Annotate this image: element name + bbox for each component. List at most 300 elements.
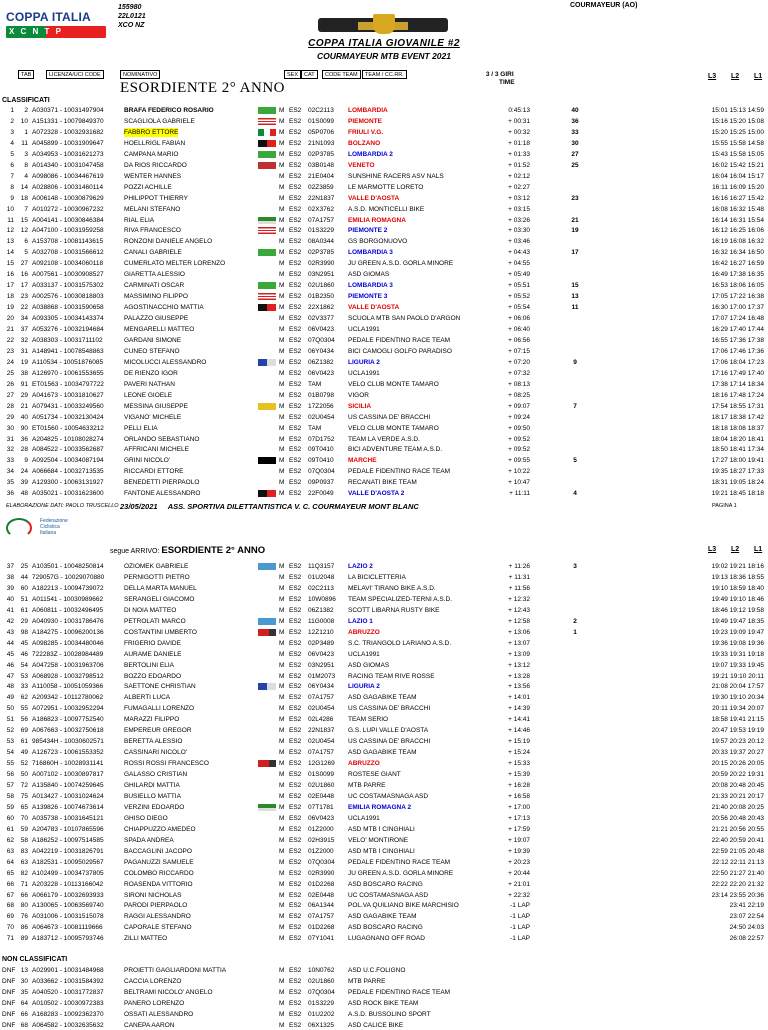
rider-name: COSTANTINI UMBERTO: [124, 628, 197, 636]
rider-name: AGOSTINACCHIO MATTIA: [124, 304, 204, 312]
rider-name: COLOMBO RICCARDO: [124, 869, 194, 877]
category: ES2: [289, 825, 302, 833]
rank: 3: [10, 128, 14, 136]
team-name: BICI CAMOGLI GOLFO PARADISO: [348, 347, 452, 355]
lap-times: 16:53 18:06 16:05: [711, 282, 764, 290]
table-row: [0, 445, 768, 454]
lap-times: 20:56 20:48 20:43: [711, 814, 764, 822]
region-flag-icon: [258, 359, 276, 366]
bib-number: 13: [20, 967, 28, 974]
table-row: [0, 402, 768, 411]
col-header-team: TEAM / CC.RR.: [362, 70, 407, 79]
bib-number: 61: [20, 606, 28, 614]
license-code: A064673 - 10081119666: [32, 924, 103, 932]
sex: M: [279, 172, 285, 180]
rider-name: PROIETTI GAGLIARDONI MATTIA: [124, 967, 227, 974]
sex: M: [279, 391, 285, 399]
rank: 31: [6, 435, 14, 443]
team-code: 12Z1210: [308, 628, 334, 636]
team-code: 10N0762: [308, 967, 335, 974]
rider-name: CANEPA AARON: [124, 1021, 175, 1029]
lap-times: 16:12 16:25 16:06: [711, 227, 764, 235]
table-row: [0, 248, 768, 257]
bib-number: 59: [20, 825, 28, 833]
region-flag-icon: [258, 118, 276, 125]
table-row: [0, 628, 768, 637]
rider-name: SIRONI NICHOLAS: [124, 891, 182, 899]
license-code: A040520 - 10031772837: [32, 988, 104, 996]
license-code: A011541 - 10030989662: [32, 595, 104, 603]
rider-name: CANALI GABRIELE: [124, 249, 182, 257]
lap-times: 22:50 21:27 21:40: [711, 869, 764, 877]
table-row: [0, 988, 768, 997]
finish-time: + 15:24: [508, 749, 530, 757]
bib-number: 65: [20, 803, 28, 811]
points: 13: [571, 293, 579, 301]
finish-time: + 15:39: [508, 771, 530, 779]
team-name: LAZIO 1: [348, 617, 373, 625]
bib-number: 36: [20, 435, 28, 443]
sex: M: [279, 326, 285, 333]
finish-time: + 08:25: [508, 391, 530, 399]
sex: M: [279, 216, 285, 224]
sex: M: [279, 336, 285, 344]
rank: 15: [6, 260, 14, 268]
finish-time: -1 LAP: [510, 913, 530, 921]
bib-number: 1: [24, 128, 28, 136]
bib-number: 10: [20, 117, 28, 125]
team-name: A.S.D. MONTICELLI BIKE: [348, 205, 425, 213]
table-row: [0, 858, 768, 867]
license-code: A072951 - 10032952294: [32, 705, 104, 713]
sex: M: [279, 628, 285, 636]
category: ES2: [289, 227, 302, 235]
lap-times: 18:50 18:41 17:34: [711, 446, 764, 454]
category: ES2: [289, 326, 302, 333]
sex: M: [279, 771, 285, 779]
rank: 16: [6, 271, 14, 279]
table-row: [0, 847, 768, 856]
finish-time: + 17:59: [508, 825, 530, 833]
lap-times: 18:46 19:12 19:58: [711, 606, 764, 614]
bib-number: 98: [20, 628, 28, 636]
team-code: 02R3990: [308, 869, 335, 877]
team-code: 11Q3157: [308, 563, 335, 570]
finish-time: + 11:31: [508, 573, 530, 581]
sex: M: [279, 563, 285, 570]
rider-name: GARDANI SIMONE: [124, 336, 182, 344]
points: 1: [573, 628, 577, 636]
lap-times: 19:36 19:08 19:36: [711, 639, 764, 647]
rider-name: MARAZZI FILIPPO: [124, 716, 180, 724]
license-code: A184275 - 10096200136: [32, 628, 104, 636]
team-code: 11G0008: [308, 617, 335, 625]
category: ES2: [289, 260, 302, 268]
sex: M: [279, 858, 285, 866]
lap-times: 26:08 22:57: [729, 935, 764, 943]
category: ES2: [289, 814, 302, 822]
points: 9: [573, 358, 577, 366]
category: ES2: [289, 650, 302, 658]
sex: M: [279, 639, 285, 647]
license-code: A028806 - 10031460114: [32, 183, 104, 191]
category: ES2: [289, 595, 302, 603]
sex: M: [279, 293, 285, 301]
logo-title: COPPA ITALIA: [6, 10, 91, 24]
rider-name: CUNEO STEFANO: [124, 347, 180, 355]
license-code: A035021 - 10031623600: [32, 490, 104, 498]
rider-name: MENGARELLI MATTEO: [124, 326, 195, 333]
sex: M: [279, 347, 285, 355]
license-code: A092504 - 10034087194: [32, 457, 104, 465]
lap-times: 19:49 19:47 18:35: [711, 617, 764, 625]
team-name: RACING TEAM RIVE ROSSE: [348, 672, 435, 680]
bib-number: 14: [20, 183, 28, 191]
table-row: [0, 726, 768, 735]
finish-time: + 01:33: [508, 150, 530, 158]
category: ES2: [289, 183, 302, 191]
rider-name: PAGANUZZI SAMUELE: [124, 858, 194, 866]
points: 23: [571, 194, 579, 202]
team-code: 06Z1382: [308, 358, 334, 366]
category: ES2: [289, 694, 302, 702]
finish-time: 0:45:13: [508, 107, 530, 114]
team-code: 09T0410: [308, 457, 334, 465]
license-code: A151331 - 10079849370: [32, 117, 104, 125]
lap-times: 22:59 21:05 20:48: [711, 847, 764, 855]
lap-times: 20:59 20:22 19:31: [711, 771, 764, 779]
team-name: PEDALE FIDENTINO RACE TEAM: [348, 468, 451, 476]
team-name: SCUOLA MTB SAN PAOLO D'ARGON: [348, 315, 461, 323]
team-code: 02U1860: [308, 977, 335, 985]
lap-times: 18:58 19:41 21:15: [711, 716, 764, 724]
rider-name: ORLANDO SEBASTIANO: [124, 435, 200, 443]
lap-header-l2: L2: [731, 73, 740, 80]
bib-number: 3: [24, 150, 28, 158]
rank: 65: [6, 869, 14, 877]
rank: 19: [6, 304, 14, 312]
team-code: 06V0423: [308, 326, 335, 333]
team-name: UCLA1991: [348, 326, 380, 333]
bib-number: 61: [20, 738, 28, 746]
bib-number: 82: [20, 869, 28, 877]
team-code: 06Z1382: [308, 606, 334, 614]
table-row: [0, 325, 768, 334]
race-code: 155980: [118, 4, 142, 11]
sex: M: [279, 358, 285, 366]
table-row: [0, 880, 768, 889]
table-row: [0, 303, 768, 312]
finish-time: + 20:44: [508, 869, 530, 877]
finish-time: + 04:55: [508, 260, 530, 268]
rank: 64: [6, 858, 14, 866]
lap-times: 15:16 15:20 15:08: [711, 117, 764, 125]
license-code: A030371 - 10031497904: [32, 107, 104, 114]
rank: 60: [6, 814, 14, 822]
team-code: 07Q0304: [308, 988, 335, 996]
finish-time: + 19:39: [508, 847, 530, 855]
rank: 27: [6, 391, 14, 399]
lap-times: 18:31 19:05 18:24: [711, 479, 764, 487]
lap-times: 15:55 15:58 14:58: [711, 139, 764, 147]
category: ES2: [289, 563, 302, 570]
rank: 55: [6, 760, 14, 768]
lap-times: 17:05 17:22 16:38: [711, 293, 764, 301]
lap-times: 19:57 20:23 20:12: [711, 738, 764, 746]
team-name: MTB PARRE: [348, 977, 386, 985]
lap-times: 19:02 19:21 18:16: [711, 563, 764, 570]
category: ES2: [289, 683, 302, 691]
category: ES2: [289, 249, 302, 257]
rider-name: PAVERI NATHAN: [124, 380, 175, 388]
bib-number: 12: [20, 227, 28, 235]
table-row: [0, 923, 768, 932]
category: ES2: [289, 194, 302, 202]
giri-label: 3 / 3 GIRI: [485, 71, 514, 78]
sex: M: [279, 128, 285, 136]
sex: M: [279, 782, 285, 789]
bib-number: 25: [20, 563, 28, 570]
rank: 2: [10, 117, 14, 125]
lap-times: 18:16 17:48 17:24: [711, 391, 764, 399]
bib-number: 37: [20, 326, 28, 333]
team-name: A.S.D. BUSSOLINO SPORT: [348, 1010, 431, 1018]
table-row: [0, 901, 768, 910]
sex: M: [279, 825, 285, 833]
category: ES2: [289, 573, 302, 581]
license-code: A040930 - 10031786476: [32, 617, 104, 625]
region-flag-icon: [258, 760, 276, 767]
team-code: 17Z2056: [308, 402, 334, 410]
category: ES2: [289, 858, 302, 866]
lap-times: 19:21 19:10 20:11: [712, 672, 764, 680]
rider-name: RICCARDI ETTORE: [124, 468, 184, 476]
rider-name: FABBRO ETTORE: [124, 128, 179, 136]
rank: 59: [6, 803, 14, 811]
team-code: 06V0423: [308, 814, 335, 822]
lap-times: 16:30 17:00 17:37: [711, 304, 764, 312]
rank: DNF: [2, 999, 16, 1007]
category: ES2: [289, 738, 302, 746]
sex: M: [279, 727, 285, 735]
table-row: [0, 194, 768, 203]
rank: 63: [6, 847, 14, 855]
table-row: [0, 617, 768, 626]
table-row: [0, 270, 768, 279]
bib-number: 6: [24, 238, 28, 246]
team-name: VELO CLUB MONTE TAMARO: [348, 380, 439, 388]
category: ES2: [289, 705, 302, 713]
bib-number: 52: [20, 760, 28, 768]
rank: 41: [6, 606, 14, 614]
rider-name: RAGGI ALESSANDRO: [124, 913, 191, 921]
license-code: A060811 - 10032496495: [32, 606, 104, 614]
sex: M: [279, 661, 285, 669]
region-flag-icon: [258, 403, 276, 410]
category: ES2: [289, 628, 302, 636]
license-code: A047258 - 10031963706: [32, 661, 104, 669]
bib-number: 5: [24, 249, 28, 257]
team-code: 02U1860: [308, 282, 335, 290]
finish-time: + 04:43: [508, 249, 530, 257]
bib-number: 53: [20, 672, 28, 680]
rank: 61: [6, 825, 14, 833]
col-header-sex: SEX: [284, 70, 301, 79]
lap-times: 19:33 19:31 19:18: [711, 650, 764, 658]
license-code: A110058 - 10051059366: [32, 683, 104, 691]
lap-times: 17:54 18:55 17:31: [711, 402, 764, 410]
rider-name: MELANI STEFANO: [124, 205, 181, 213]
lap-times: 22:22 22:20 21:32: [711, 880, 764, 888]
sex: M: [279, 369, 285, 377]
team-code: 22X1862: [308, 304, 335, 312]
team-code: 01D2268: [308, 880, 335, 888]
team-name: UC COSTAMASNAGA ASD: [348, 891, 429, 899]
license-code: A013427 - 10031024624: [32, 792, 104, 800]
lap-times: 16:29 17:40 17:44: [711, 326, 764, 333]
lap-times: 16:08 16:32 15:48: [711, 205, 764, 213]
lap-times: 17:16 17:49 17:40: [711, 369, 764, 377]
license-code: A186252 - 10097514585: [32, 836, 104, 844]
rank: 13: [6, 238, 14, 246]
rank: 40: [6, 595, 14, 603]
sex: M: [279, 227, 285, 235]
team-name: JU GREEN A.S.D. GORLA MINORE: [348, 260, 454, 268]
rider-name: BERETTA ALESSIO: [124, 738, 183, 746]
table-row: [0, 639, 768, 648]
rank: 35: [6, 479, 14, 487]
license-code: A047100 - 10031959258: [32, 227, 104, 235]
rank: 52: [6, 727, 14, 735]
team-code: 22F0049: [308, 490, 334, 498]
license-code: A066684 - 10032713535: [32, 468, 104, 476]
bib-number: 64: [20, 999, 28, 1007]
license-code: A182531 - 10095029567: [32, 858, 104, 866]
table-row: [0, 172, 768, 181]
team-code: 01B2350: [308, 293, 335, 301]
lap-times: 16:14 16:31 15:54: [711, 216, 764, 224]
table-row: [0, 1010, 768, 1019]
finish-time: + 13:06: [508, 628, 530, 636]
license-code: A135840 - 10074259645: [32, 782, 104, 789]
finish-time: + 09:50: [508, 424, 530, 432]
rank: DNF: [2, 1021, 16, 1029]
table-row: [0, 237, 768, 246]
license-code: A102499 - 10034737805: [32, 869, 104, 877]
rank: 50: [6, 705, 14, 713]
license-code: A066179 - 10032693933: [32, 891, 104, 899]
team-code: 08A0344: [308, 238, 335, 246]
rank: 20: [6, 315, 14, 323]
bib-number: 28: [20, 446, 28, 454]
sex: M: [279, 435, 285, 443]
category: ES2: [289, 792, 302, 800]
region-flag-icon: [258, 249, 276, 256]
rider-name: HOELLRIGL FABIAN: [124, 139, 186, 147]
rank: 38: [6, 573, 14, 581]
finish-time: + 05:54: [508, 304, 530, 312]
points: 27: [571, 150, 579, 158]
team-name: MARCHE: [348, 457, 377, 465]
license-code: A098285 - 10034480046: [32, 639, 104, 647]
team-code: 06Y0434: [308, 347, 335, 355]
rider-name: ROASENDA VITTORIO: [124, 880, 193, 888]
lap-times: 21:21 20:56 20:55: [711, 825, 764, 833]
license-code: A042219 - 10031826791: [32, 847, 104, 855]
finish-time: + 13:56: [508, 683, 530, 691]
category: ES2: [289, 869, 302, 877]
team-code: 07A1757: [308, 216, 335, 224]
license-code: A007102 - 10030897817: [32, 771, 104, 779]
team-name: VELO CLUB MONTE TAMARO: [348, 424, 439, 432]
rider-name: EMPEREUR GREGOR: [124, 727, 192, 735]
sex: M: [279, 183, 285, 191]
col-header-licenza: LICENZA/UCI CODE: [46, 70, 104, 79]
category: ES2: [289, 139, 302, 147]
rider-name: PARODI PIERPAOLO: [124, 902, 188, 910]
table-row: [0, 869, 768, 878]
team-code: 22N1837: [308, 194, 335, 202]
table-row: [0, 478, 768, 487]
team-name: ASD CALICE BIKE: [348, 1021, 404, 1029]
bib-number: 31: [20, 347, 28, 355]
finish-time: -1 LAP: [510, 935, 530, 943]
rider-name: BUSIELLO MATTIA: [124, 792, 181, 800]
region-flag-icon: [258, 162, 276, 169]
license-code: A035738 - 10031645121: [32, 814, 104, 822]
lap-times: 23:07 22:54: [729, 913, 764, 921]
bib-number: 90: [20, 424, 28, 432]
team-name: ASD ROCK BIKE TEAM: [348, 999, 419, 1007]
sex: M: [279, 836, 285, 844]
sex: M: [279, 913, 285, 921]
team-name: US CASSINA DE' BRACCHI: [348, 413, 431, 421]
sex: M: [279, 584, 285, 592]
bib-number: 50: [20, 771, 28, 779]
license-code: 722283Z - 10028984489: [32, 650, 104, 658]
sex: M: [279, 107, 285, 114]
sex: M: [279, 573, 285, 581]
region-flag-icon: [258, 490, 276, 497]
table-row: [0, 715, 768, 724]
bib-number: 29: [20, 617, 28, 625]
elaboration-credit: ELABORAZIONE DATI: PAOLO TRUSCELLO: [6, 503, 119, 509]
team-name: ASD U.C.FOLIGNO: [348, 967, 406, 974]
lap-times: 15:20 15:25 15:00: [711, 128, 764, 136]
rider-name: DELLA MARTA MANUEL: [124, 584, 197, 592]
team-name: ASD GAGABIKE TEAM: [348, 913, 417, 921]
rank: 32: [6, 446, 14, 454]
rider-name: CAPORALE STEFANO: [124, 924, 192, 932]
bib-number: 23: [20, 293, 28, 301]
category: ES2: [289, 336, 302, 344]
finish-time: + 05:52: [508, 293, 530, 301]
team-name: US CASSINA DE' BRACCHI: [348, 705, 431, 713]
sex: M: [279, 760, 285, 768]
table-row: [0, 825, 768, 834]
lap-times: 18:17 18:38 17:42: [711, 413, 764, 421]
table-row: [0, 226, 768, 235]
rank: 45: [6, 650, 14, 658]
sex: M: [279, 271, 285, 279]
category: ES2: [289, 128, 302, 136]
table-row: [0, 672, 768, 681]
license-code: ET01560 - 10054633212: [32, 424, 104, 432]
team-name: ASD GAGABIKE TEAM: [348, 694, 417, 702]
license-code: A183712 - 10095793746: [32, 935, 104, 943]
lap-times: 20:08 20:48 20:45: [711, 782, 764, 789]
license-code: A093305 - 10034143374: [32, 315, 104, 323]
